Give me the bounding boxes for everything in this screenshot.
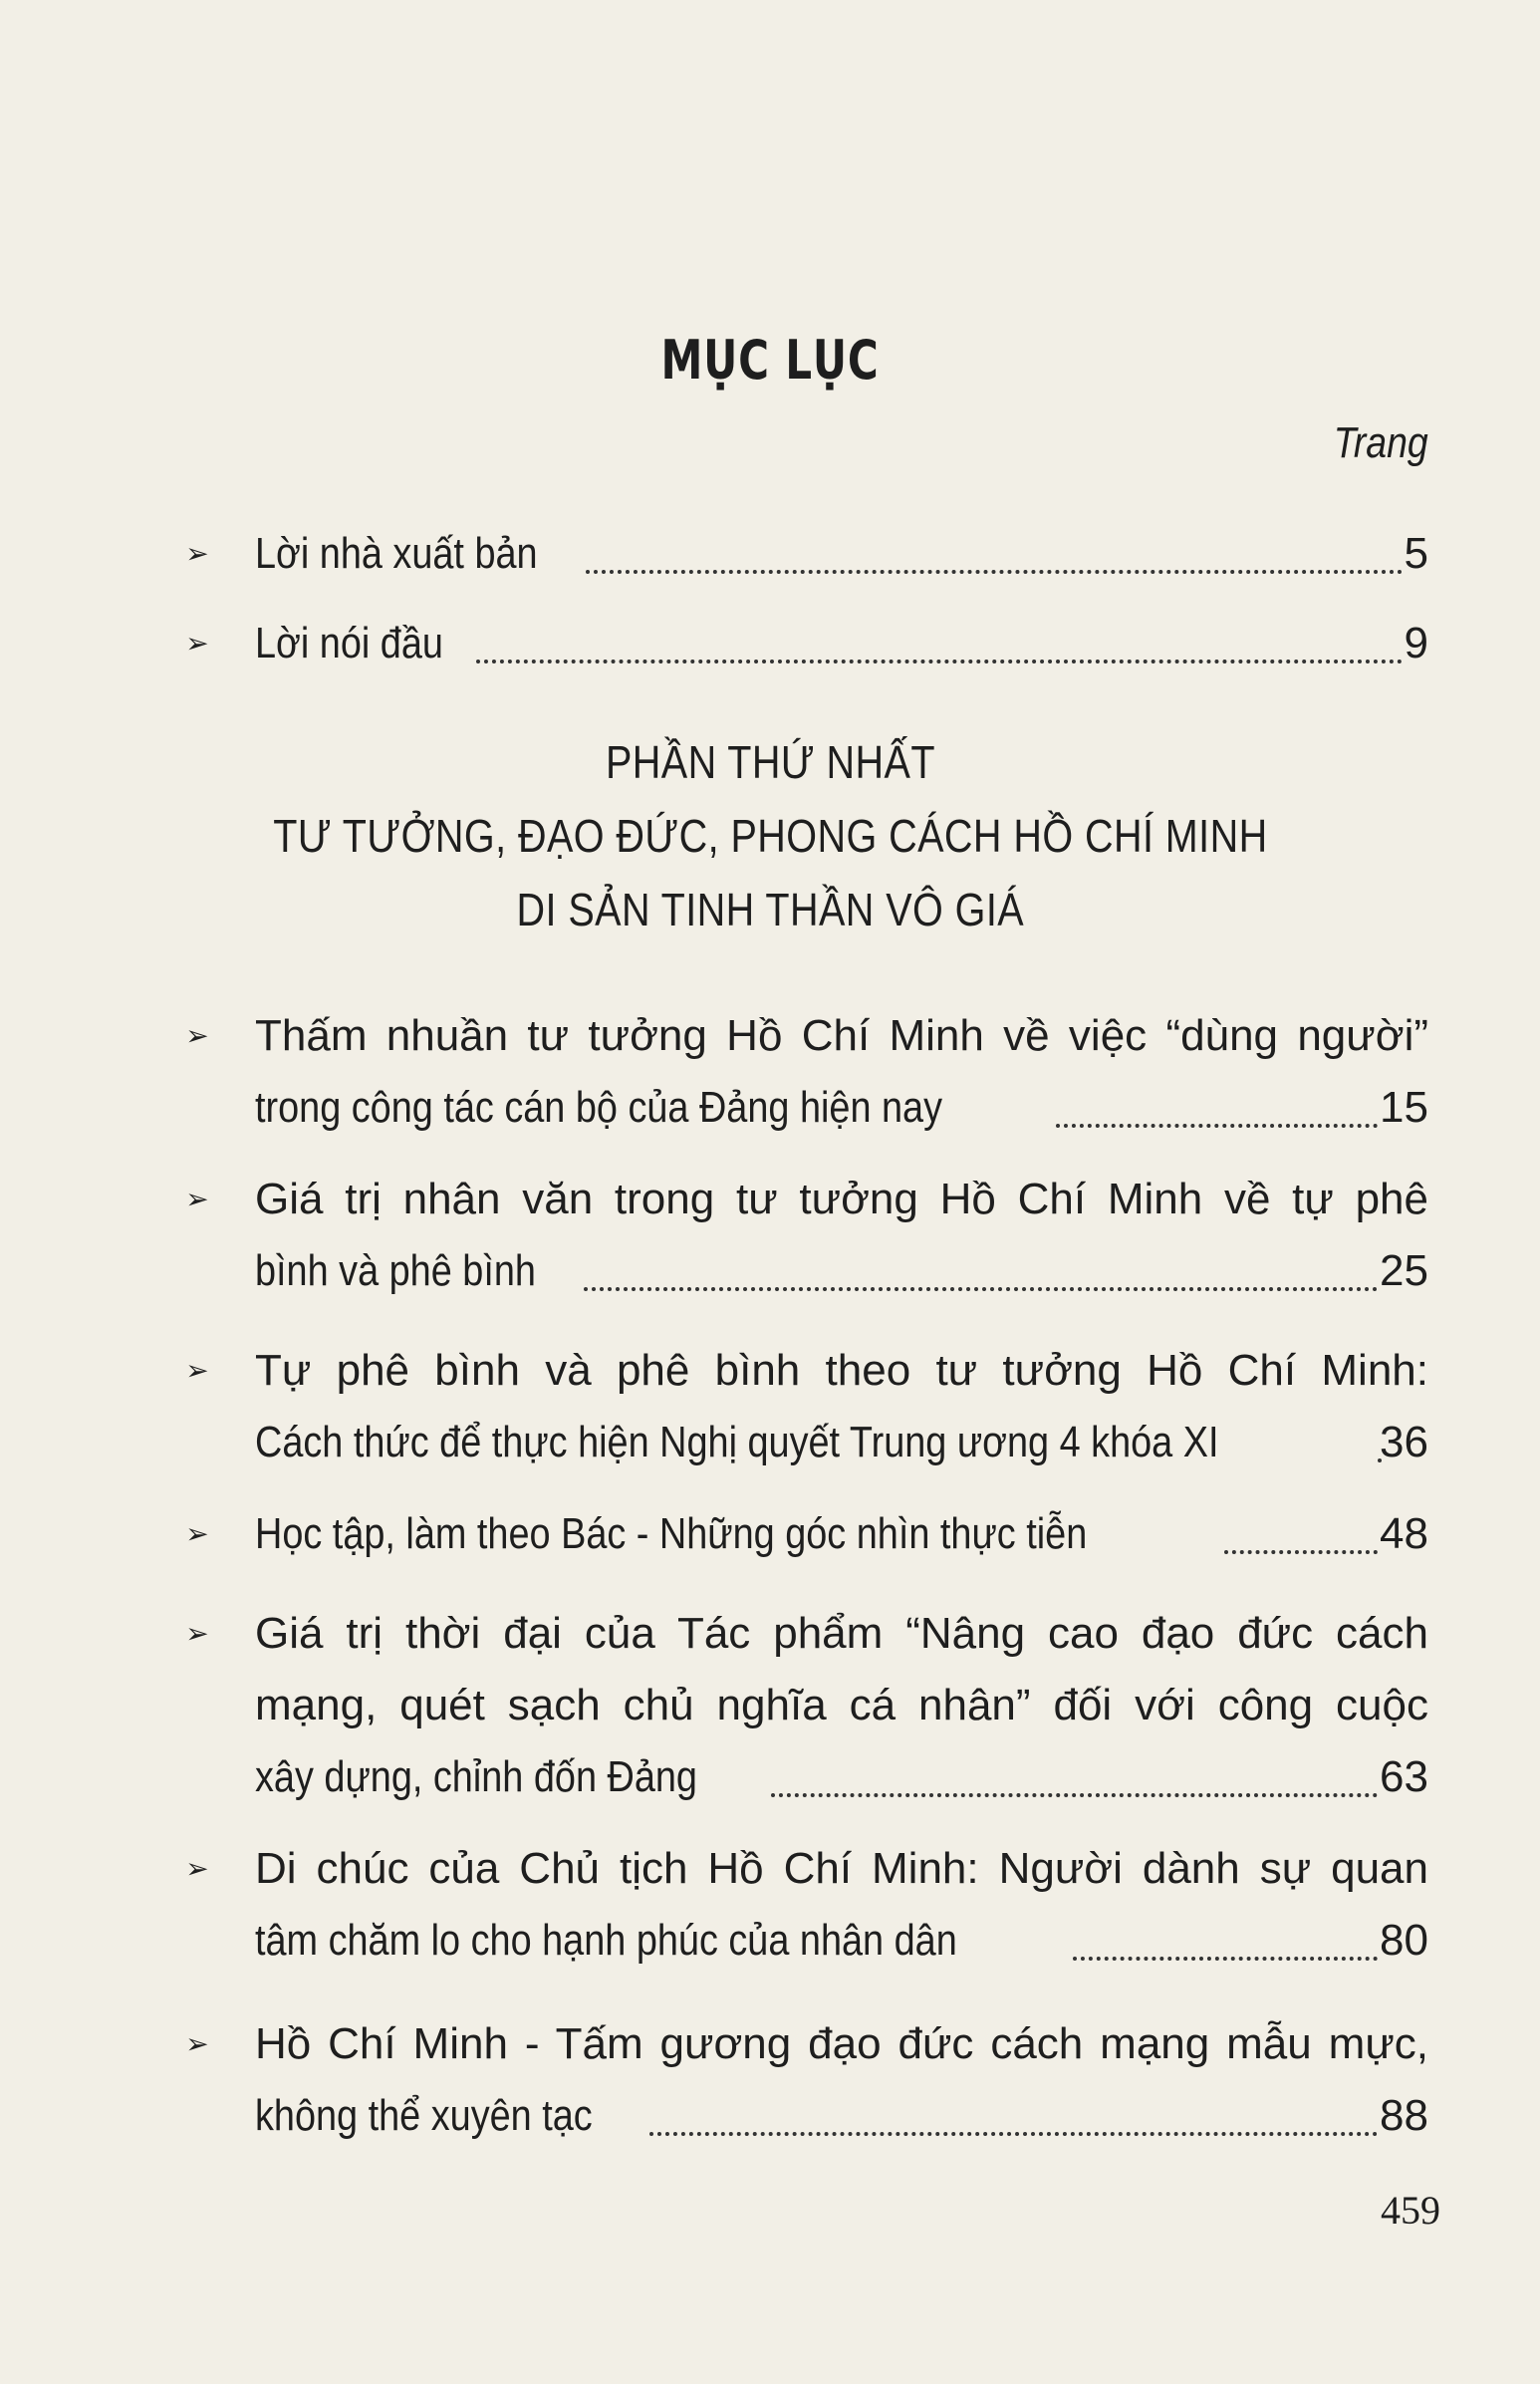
toc-heading: MỤC LỤC <box>660 329 880 392</box>
bullet-arrow-icon: ➢ <box>185 1618 209 1649</box>
bullet-arrow-icon: ➢ <box>185 1184 209 1214</box>
page-column-label: Trang <box>1334 418 1428 467</box>
entry-page: 63 <box>1380 1752 1428 1801</box>
leader-dots <box>649 2132 1378 2136</box>
entry-title: không thể xuyên tạc <box>255 2091 593 2140</box>
entry-title: bình và phê bình <box>255 1246 536 1295</box>
leader-dots <box>1224 1550 1378 1554</box>
leader-dots <box>476 660 1403 663</box>
bullet-arrow-icon: ➢ <box>185 1020 209 1051</box>
entry-line: Di chúc của Chủ tịch Hồ Chí Minh: Người dành sự quan <box>255 1844 1428 1893</box>
entry-page: 48 <box>1380 1509 1428 1558</box>
bullet-arrow-icon: ➢ <box>185 1853 209 1884</box>
entry-page: 15 <box>1380 1083 1428 1132</box>
entry-page: 80 <box>1380 1916 1428 1965</box>
entry-line: Giá trị thời đại của Tác phẩm “Nâng cao đạo đức cách <box>255 1609 1428 1658</box>
entry-title: trong công tác cán bộ của Đảng hiện nay <box>255 1083 943 1132</box>
entry-title: Học tập, làm theo Bác - Những góc nhìn thực tiễn <box>255 1509 1088 1558</box>
entry-title: Cách thức để thực hiện Nghị quyết Trung ương 4 khóa XI <box>255 1418 1219 1466</box>
leader-dots <box>584 1287 1378 1291</box>
entry-page: 5 <box>1404 529 1428 578</box>
leader-dots <box>771 1793 1378 1797</box>
bullet-arrow-icon: ➢ <box>185 2028 209 2059</box>
page-number: 459 <box>1381 2188 1440 2233</box>
entry-line: Thấm nhuần tư tưởng Hồ Chí Minh về việc “dùng người” <box>255 1011 1428 1060</box>
entry-title: tâm chăm lo cho hạnh phúc của nhân dân <box>255 1916 957 1965</box>
entry-line: Hồ Chí Minh - Tấm gương đạo đức cách mạng mẫu mực, <box>255 2019 1428 2068</box>
part-title-line1: TƯ TƯỞNG, ĐẠO ĐỨC, PHONG CÁCH HỒ CHÍ MINH <box>272 810 1268 862</box>
entry-title: xây dựng, chỉnh đốn Đảng <box>255 1752 697 1801</box>
leader-dots <box>1073 1957 1378 1961</box>
entry-page: 9 <box>1404 619 1428 667</box>
entry-title: Lời nhà xuất bản <box>255 529 538 578</box>
entry-line: Tự phê bình và phê bình theo tư tưởng Hồ Chí Minh: <box>255 1346 1428 1395</box>
bullet-arrow-icon: ➢ <box>185 628 209 659</box>
bullet-arrow-icon: ➢ <box>185 538 209 569</box>
leader-dots <box>1056 1124 1378 1128</box>
leader-dots <box>586 570 1403 574</box>
entry-line: mạng, quét sạch chủ nghĩa cá nhân” đối với công cuộc <box>255 1681 1428 1729</box>
entry-page: 25 <box>1380 1246 1428 1295</box>
entry-page: 88 <box>1380 2091 1428 2140</box>
entry-title: Lời nói đầu <box>255 619 443 667</box>
bullet-arrow-icon: ➢ <box>185 1355 209 1386</box>
bullet-arrow-icon: ➢ <box>185 1518 209 1549</box>
entry-line: Giá trị nhân văn trong tư tưởng Hồ Chí Minh về tự phê <box>255 1175 1428 1223</box>
part-title-line2: DI SẢN TINH THẦN VÔ GIÁ <box>516 884 1024 935</box>
entry-page: 36 <box>1380 1418 1428 1466</box>
part-label: PHẦN THỨ NHẤT <box>605 736 935 788</box>
